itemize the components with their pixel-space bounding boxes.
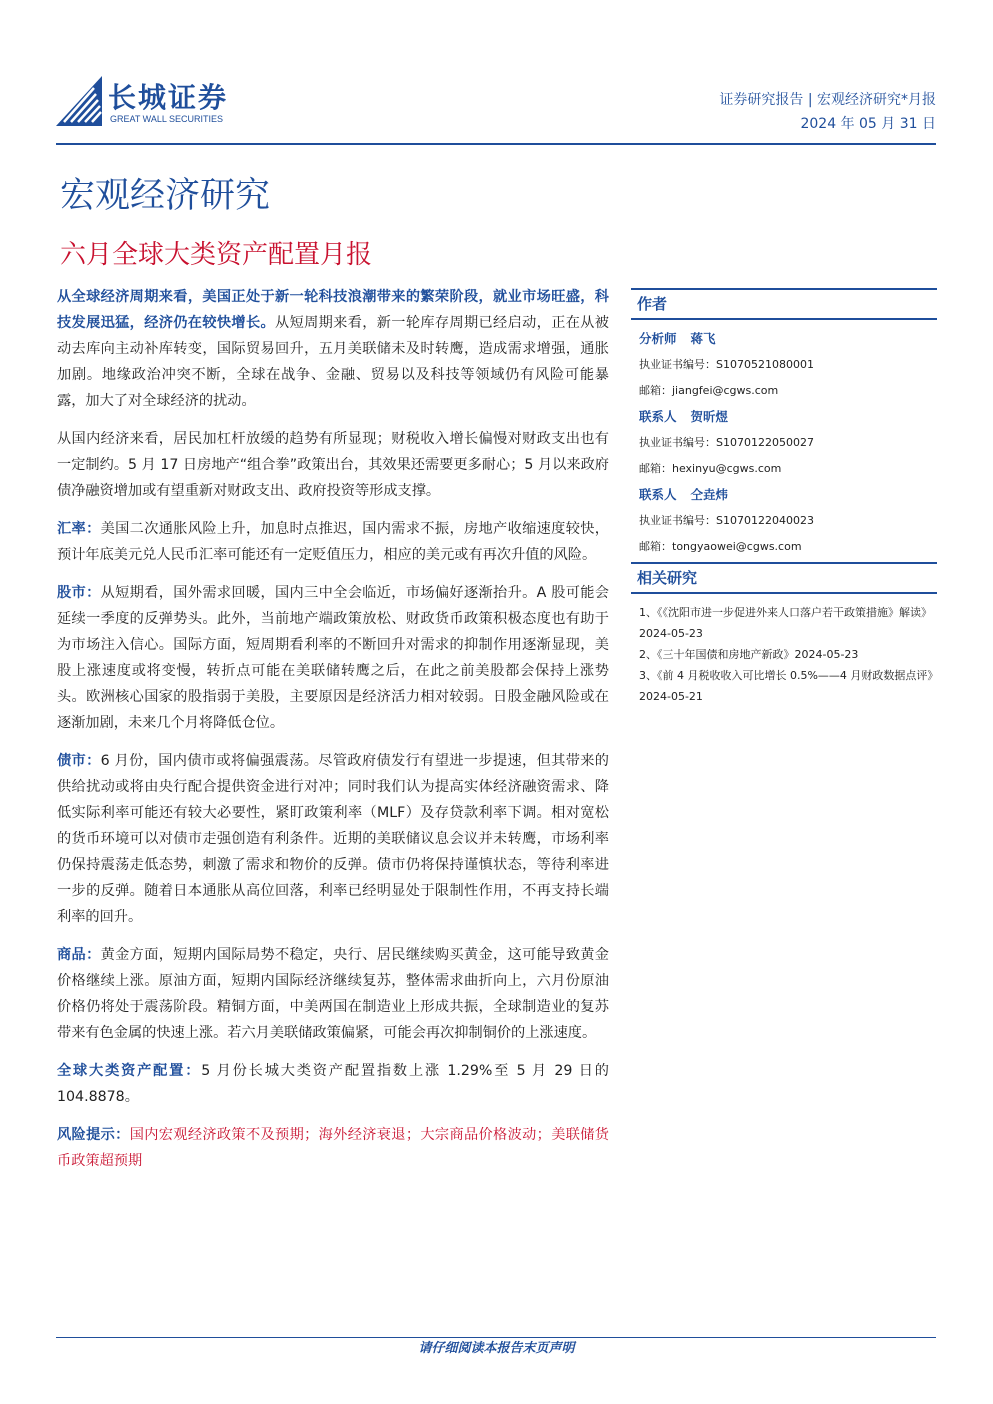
contact-role: 联系人 bbox=[639, 409, 677, 424]
bond-label: 债市： bbox=[57, 753, 101, 769]
fx-label: 汇率： bbox=[57, 521, 101, 537]
related-research-item[interactable]: 2、《三十年国债和房地产新政》2024-05-23 bbox=[639, 648, 859, 661]
header-divider bbox=[56, 143, 936, 145]
risk-paragraph bbox=[57, 1122, 609, 1174]
license-number: S1070122040023 bbox=[716, 514, 814, 527]
contact-card bbox=[631, 404, 937, 482]
equity-label: 股市： bbox=[57, 585, 101, 601]
contact-role: 联系人 bbox=[639, 487, 677, 502]
header-meta bbox=[719, 88, 936, 136]
contact-card bbox=[631, 482, 937, 560]
paragraph-text: 从国内经济来看，居民加杠杆放缓的趋势有所显现；财税收入增长偏慢对财政支出也有一定制约。5 月 17 日房地产“组合拳”政策出台，其效果还需要更多耐心；5 月以来政府债净融资增加或有望重新对财政支出、政府投资等形成支撑。 bbox=[57, 431, 609, 499]
email-link[interactable]: tongyaowei@cgws.com bbox=[672, 540, 802, 553]
license-label: 执业证书编号： bbox=[639, 514, 716, 527]
global-economy-paragraph bbox=[57, 284, 609, 414]
equity-paragraph bbox=[57, 580, 609, 736]
license-number: S1070521080001 bbox=[716, 358, 814, 371]
email-label: 邮箱： bbox=[639, 384, 672, 397]
contact-role: 分析师 bbox=[639, 331, 677, 346]
allocation-label: 全球大类资产配置： bbox=[57, 1063, 202, 1079]
email-link[interactable]: hexinyu@cgws.com bbox=[672, 462, 782, 475]
report-summary bbox=[57, 284, 609, 1186]
related-research-item[interactable]: 3、《前 4 月税收收入可比增长 0.5%——4 月财政数据点评》2024-05-21 bbox=[639, 669, 933, 703]
fx-paragraph bbox=[57, 516, 609, 568]
risk-label: 风险提示： bbox=[57, 1127, 130, 1143]
commodity-paragraph bbox=[57, 942, 609, 1046]
report-date: 2024 年 05 月 31 日 bbox=[800, 116, 936, 132]
paragraph-text: 从短期看，国外需求回暖，国内三中全会临近，市场偏好逐渐抬升。A 股可能会延续一季度的反弹势头。此外，当前地产端政策放松、财政货币政策积极态度也有助于为市场注入信心。国际方面，短周期看利率的不断回升对需求的抑制作用逐渐显现，美股上涨速度或将变慢，转折点可能在美联储转鹰之后，在此之前美股都会保持上涨势头。欧洲核心国家的股指弱于美股，主要原因是经济活力相对较弱。日股金融风险或在逐渐加剧，未来几个月将降低仓位。 bbox=[57, 585, 609, 731]
email-label: 邮箱： bbox=[639, 540, 672, 553]
contact-name: 蒋飞 bbox=[690, 331, 716, 346]
company-logo bbox=[54, 74, 294, 134]
paragraph-text: 5 月份长城大类资产配置指数上涨 1.29%至 5 月 29 日的 104.8878。 bbox=[57, 1063, 609, 1105]
license-number: S1070122050027 bbox=[716, 436, 814, 449]
allocation-paragraph bbox=[57, 1058, 609, 1110]
lead-statement: 从全球经济周期来看，美国正处于新一轮科技浪潮带来的繁荣阶段，就业市场旺盛，科技发展迅猛，经济仍在较快增长。 bbox=[57, 289, 609, 331]
paragraph-text: 黄金方面，短期内国际局势不稳定，央行、居民继续购买黄金，这可能导致黄金价格继续上涨。原油方面，短期内国际经济继续复苏，整体需求曲折向上，六月份原油价格仍将处于震荡阶段。精铜方面，中美两国在制造业上形成共振，全球制造业的复苏带来有色金属的快速上涨。若六月美联储政策偏紧，可能会再次抑制铜价的上涨速度。 bbox=[57, 947, 609, 1041]
bond-paragraph bbox=[57, 748, 609, 930]
paragraph-text: 从短周期来看，新一轮库存周期已经启动，正在从被动去库向主动补库转变，国际贸易回升，五月美联储未及时转鹰，造成需求增强，通胀加剧。地缘政治冲突不断，全球在战争、金融、贸易以及科技等领域仍有风险可能暴露，加大了对全球经济的扰动。 bbox=[57, 315, 609, 409]
logo-chinese-name: 长城证券 bbox=[108, 81, 229, 114]
section-title: 宏观经济研究 bbox=[60, 176, 271, 216]
footer-disclaimer: 请仔细阅读本报告末页声明 bbox=[418, 1341, 575, 1356]
related-research-item[interactable]: 1、《《沈阳市进一步促进外来人口落户若干政策措施》解读》2024-05-23 bbox=[639, 606, 932, 640]
great-wall-logo-icon bbox=[54, 74, 104, 128]
paragraph-text: 美国二次通胀风险上升，加息时点推迟，国内需求不振，房地产收缩速度较快，预计年底美元兑人民币汇率可能还有一定贬值压力，相应的美元或有再次升值的风险。 bbox=[57, 521, 609, 563]
risk-text: 国内宏观经济政策不及预期；海外经济衰退；大宗商品价格波动；美联储货币政策超预期 bbox=[57, 1127, 609, 1169]
logo-english-name: GREAT WALL SECURITIES bbox=[110, 114, 224, 124]
license-label: 执业证书编号： bbox=[639, 358, 716, 371]
domestic-economy-paragraph bbox=[57, 426, 609, 504]
report-type: 证券研究报告 | 宏观经济研究*月报 bbox=[719, 92, 936, 108]
related-research-list bbox=[631, 594, 937, 707]
report-title: 六月全球大类资产配置月报 bbox=[60, 240, 373, 270]
email-link[interactable]: jiangfei@cgws.com bbox=[672, 384, 779, 397]
contact-card bbox=[631, 326, 937, 404]
sidebar bbox=[631, 288, 937, 707]
email-label: 邮箱： bbox=[639, 462, 672, 475]
footer-divider bbox=[56, 1337, 936, 1338]
license-label: 执业证书编号： bbox=[639, 436, 716, 449]
commodity-label: 商品： bbox=[57, 947, 101, 963]
paragraph-text: 6 月份，国内债市或将偏强震荡。尽管政府债发行有望进一步提速，但其带来的供给扰动或将由央行配合提供资金进行对冲；同时我们认为提高实体经济融资需求、降低实际利率可能还有较大必要性，紧盯政策利率（MLF）及存贷款利率下调。相对宽松的货币环境可以对债市走强创造有利条件。近期的美联储议息会议并未转鹰，市场利率仍保持震荡走低态势，刺激了需求和物价的反弹。债市仍将保持谨慎状态，等待利率进一步的反弹。随着日本通胀从高位回落，利率已经明显处于限制性作用，不再支持长端利率的回升。 bbox=[57, 753, 609, 925]
authors-heading: 作者 bbox=[631, 288, 937, 320]
related-research-heading: 相关研究 bbox=[631, 562, 937, 594]
contact-name: 仝垚炜 bbox=[690, 487, 729, 502]
contact-name: 贺昕煜 bbox=[690, 409, 729, 424]
